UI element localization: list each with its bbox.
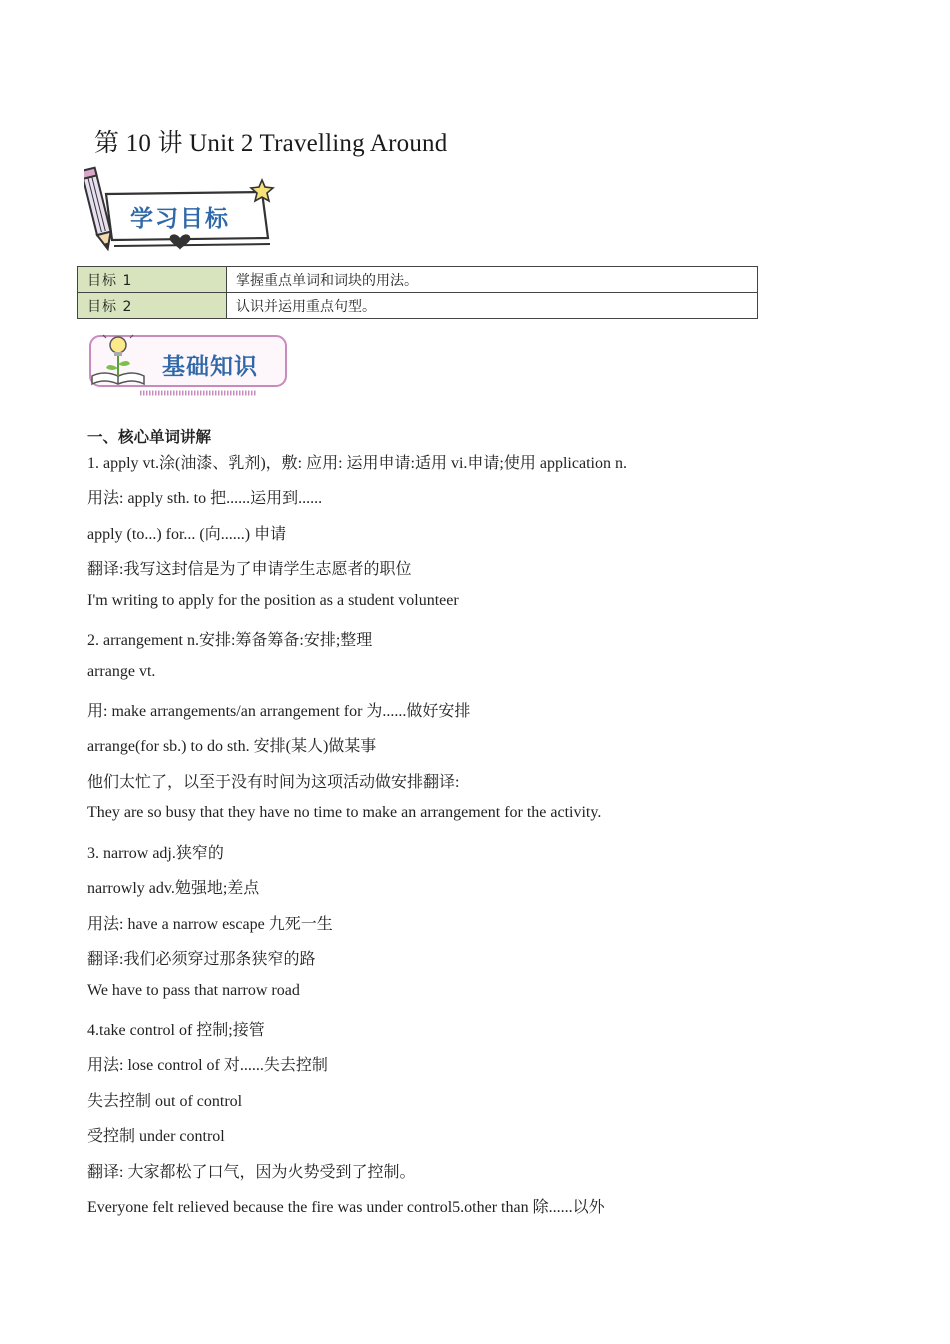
goal-key: 目标 1	[78, 267, 227, 293]
goals-badge	[84, 166, 284, 258]
basics-badge-label: 基础知识	[162, 354, 258, 380]
text-line: 失去控制 out of control	[87, 1093, 243, 1110]
text-line: narrowly adv.勉强地;差点	[87, 880, 260, 897]
text-line: They are so busy that they have no time to make an arrangement for the activity.	[87, 804, 602, 821]
goal-text: 掌握重点单词和词块的用法。	[227, 267, 758, 293]
text-line: 用法: apply sth. to 把......运用到......	[87, 490, 323, 507]
table-row	[78, 293, 758, 319]
text-line: I'm writing to apply for the position as a student volunteer	[87, 592, 459, 609]
text-line: Everyone felt relieved because the fire was under control5.other than 除......以外	[87, 1199, 605, 1216]
section-title: 一、核心单词讲解	[87, 428, 212, 446]
text-line: arrange(for sb.) to do sth. 安排(某人)做某事	[87, 738, 377, 755]
table-row	[78, 267, 758, 293]
page-title: 第 10 讲 Unit 2 Travelling Around	[94, 130, 448, 157]
goal-key: 目标 2	[78, 293, 227, 319]
basics-badge	[86, 330, 292, 398]
text-line: 翻译: 大家都松了口气，因为火势受到了控制。	[87, 1164, 416, 1181]
text-line: arrange vt.	[87, 663, 156, 680]
text-line: 3. narrow adj.狭窄的	[87, 845, 224, 862]
goals-table	[77, 266, 758, 319]
text-line: 4.take control of 控制;接管	[87, 1022, 265, 1039]
text-line: 翻译:我们必须穿过那条狭窄的路	[87, 951, 316, 968]
goal-text: 认识并运用重点句型。	[227, 293, 758, 319]
text-line: 用: make arrangements/an arrangement for 为......做好安排	[87, 703, 471, 720]
text-line: 受控制 under control	[87, 1128, 225, 1145]
text-line: 用法: lose control of 对......失去控制	[87, 1057, 328, 1074]
text-line: 2. arrangement n.安排:筹备筹备:安排;整理	[87, 632, 373, 649]
text-line: apply (to...) for... (向......) 申请	[87, 526, 287, 543]
text-line: 用法: have a narrow escape 九死一生	[87, 916, 333, 933]
text-line: 翻译:我写这封信是为了申请学生志愿者的职位	[87, 561, 412, 578]
text-line: 他们太忙了，以至于没有时间为这项活动做安排翻译:	[87, 774, 460, 791]
goals-badge-label: 学习目标	[130, 206, 230, 232]
text-line: 1. apply vt.涂(油漆、乳剂)，敷: 应用: 运用申请:适用 vi.申请;使用 application n.	[87, 455, 627, 472]
text-line: We have to pass that narrow road	[87, 982, 300, 999]
